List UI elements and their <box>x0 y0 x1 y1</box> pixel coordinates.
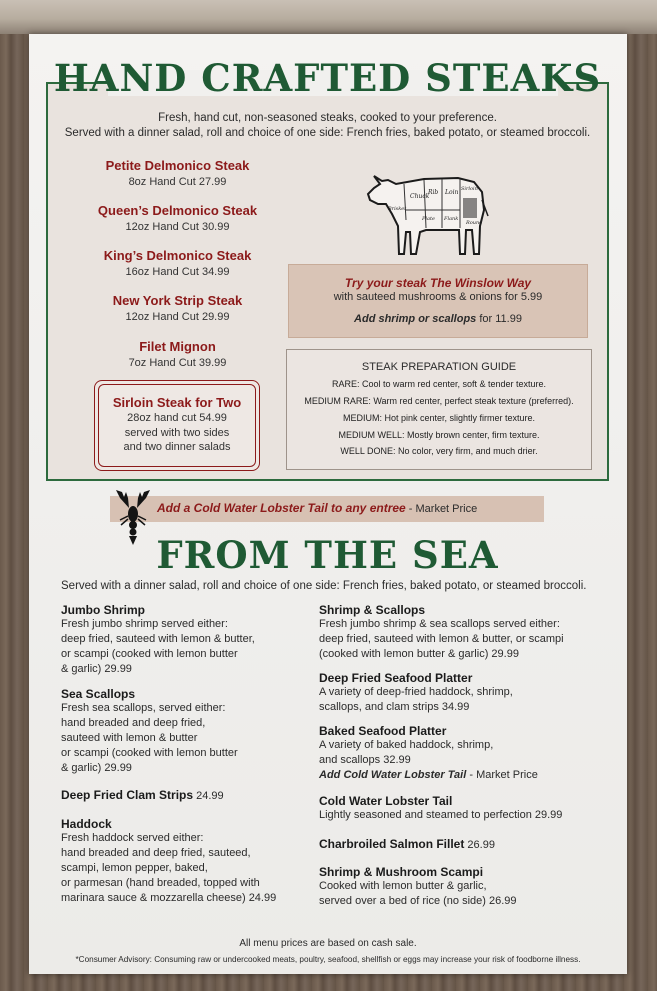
steak-item-name: Filet Mignon <box>139 339 216 354</box>
steaks-intro-line1: Fresh, hand cut, non-seasoned steaks, cooked to your preference. <box>158 112 497 124</box>
sea-item-price: 24.99 <box>193 790 224 802</box>
prep-guide-line: WELL DONE: No color, very firm, and much drier. <box>340 446 538 456</box>
sea-item-price: 26.99 <box>464 839 495 851</box>
sea-item-line: Fresh sea scallops, served either: <box>61 702 226 714</box>
sea-item <box>61 786 311 804</box>
winslow-add-bold: Add shrimp or scallops <box>354 313 477 325</box>
sea-item-line: and scallops 32.99 <box>319 754 411 766</box>
sea-item-line: (cooked with lemon butter & garlic) 29.99 <box>319 648 519 660</box>
sea-item-line: & garlic) 29.99 <box>61 762 132 774</box>
cow-label: Loin <box>445 189 459 196</box>
sea-item-line: served over a bed of rice (no side) 26.99 <box>319 895 517 907</box>
sea-item-extra-bold: Add Cold Water Lobster Tail <box>319 769 467 781</box>
winslow-add-price: for 11.99 <box>476 313 522 325</box>
sea-item-name: Baked Seafood Platter <box>319 724 447 738</box>
steak-item-desc: 12oz Hand Cut 30.99 <box>125 221 230 233</box>
sea-item-line: hand breaded and deep fried, <box>61 717 206 729</box>
sea-item <box>319 835 609 853</box>
cow-cuts-illustration <box>366 170 490 260</box>
consumer-advisory: *Consumer Advisory: Consuming raw or undercooked meats, poultry, seafood, shellfish or eggs may increase your risk of foodborne illness. <box>75 955 581 964</box>
sea-item-extra <box>319 768 609 783</box>
steak-item-desc: 12oz Hand Cut 29.99 <box>125 311 230 323</box>
steak-item-desc: 8oz Hand Cut 27.99 <box>128 176 227 188</box>
sea-item <box>61 817 311 906</box>
sea-item-name: Jumbo Shrimp <box>61 603 146 617</box>
sea-item-name: Cold Water Lobster Tail <box>319 794 453 808</box>
sea-item-line: sauteed with lemon & butter <box>61 732 198 744</box>
sea-item-line: Cooked with lemon butter & garlic, <box>319 880 487 892</box>
steak-item-name: King’s Delmonico Steak <box>103 248 252 263</box>
cow-label: Sirloin <box>461 186 478 192</box>
sea-right-column <box>319 603 609 909</box>
sea-item-line: & garlic) 29.99 <box>61 663 132 675</box>
prep-guide-line: MEDIUM RARE: Warm red center, perfect steak texture (preferred). <box>304 396 574 406</box>
winslow-headline: Try your steak The Winslow Way <box>344 276 532 290</box>
sea-item-line: scallops, and clam strips 34.99 <box>319 701 470 713</box>
sea-item-extra-suffix: - Market Price <box>466 769 538 781</box>
steaks-title: HAND CRAFTED STEAKS <box>53 56 602 100</box>
cow-label: Chuck <box>410 193 430 200</box>
prep-guide-line: MEDIUM WELL: Mostly brown center, firm texture. <box>338 430 540 440</box>
lobster-banner-bold: Add a Cold Water Lobster Tail to any entree <box>157 501 406 515</box>
sea-item-line: A variety of baked haddock, shrimp, <box>319 739 494 751</box>
sea-item-line: deep fried, sauteed with lemon & butter, or scampi <box>319 633 564 645</box>
sea-item-name: Sea Scallops <box>61 687 136 701</box>
cow-label: Flank <box>444 216 459 222</box>
sea-item-line: or parmesan (hand breaded, topped with <box>61 877 260 889</box>
sea-item-line: Fresh jumbo shrimp & sea scallops served either: <box>319 618 560 630</box>
sea-item-line: or scampi (cooked with lemon butter <box>61 648 238 660</box>
sea-item <box>319 794 609 823</box>
sea-item <box>61 687 311 776</box>
steaks-intro-line2: Served with a dinner salad, roll and choice of one side: French fries, baked potato, or steamed broccoli. <box>64 127 591 139</box>
sea-item-name: Shrimp & Mushroom Scampi <box>319 865 484 879</box>
sea-item-line: hand breaded and deep fried, sauteed, <box>61 847 251 859</box>
sea-intro: Served with a dinner salad, roll and choice of one side: French fries, baked potato, or steamed broccoli. <box>61 580 587 592</box>
cow-label: Round <box>466 220 483 226</box>
steak-for-two-line: 28oz hand cut 54.99 <box>127 412 227 424</box>
cash-note: All menu prices are based on cash sale. <box>239 938 417 949</box>
prep-guide-line: MEDIUM: Hot pink center, slightly firmer texture. <box>342 413 536 423</box>
sea-item <box>319 865 609 909</box>
top-wood-strip <box>0 0 657 34</box>
sea-item-line: Fresh jumbo shrimp served either: <box>61 618 228 630</box>
cow-label: Rib <box>428 189 439 196</box>
sea-item-line: marinara sauce & mozzarella cheese) 24.99 <box>61 892 277 904</box>
sea-item <box>61 603 311 677</box>
sea-title: FROM THE SEA <box>156 533 499 577</box>
steak-for-two-line: served with two sides <box>124 427 230 439</box>
steak-item-name: New York Strip Steak <box>112 293 243 308</box>
prep-guide-title: STEAK PREPARATION GUIDE <box>361 361 517 373</box>
prep-guide-line: RARE: Cool to warm red center, soft & tender texture. <box>331 379 547 389</box>
steak-for-two-name: Sirloin Steak for Two <box>112 395 242 410</box>
lobster-banner-text <box>157 501 477 515</box>
steak-item-desc: 16oz Hand Cut 34.99 <box>125 266 230 278</box>
sea-item-name: Shrimp & Scallops <box>319 603 426 617</box>
steak-item-name: Petite Delmonico Steak <box>105 158 250 173</box>
winslow-add-line <box>288 313 588 325</box>
winslow-line: with sauteed mushrooms & onions for 5.99 <box>333 291 543 303</box>
sea-item-name: Deep Fried Clam Strips <box>61 788 194 802</box>
steak-for-two-line: and two dinner salads <box>123 441 231 453</box>
steak-item-name: Queen’s Delmonico Steak <box>97 203 258 218</box>
cow-label: Brisket <box>388 206 407 212</box>
sea-item <box>319 671 609 715</box>
sea-item <box>319 724 609 783</box>
lobster-banner-suffix: - Market Price <box>405 503 478 515</box>
sea-item-line: Fresh haddock served either: <box>61 832 204 844</box>
sea-item-name: Haddock <box>61 817 112 831</box>
sea-item-name: Deep Fried Seafood Platter <box>319 671 473 685</box>
sea-item <box>319 603 609 662</box>
steak-item-desc: 7oz Hand Cut 39.99 <box>128 357 227 369</box>
sea-item-line: Lightly seasoned and steamed to perfection 29.99 <box>319 809 563 821</box>
sea-left-column <box>61 603 311 906</box>
sea-item-line: deep fried, sauteed with lemon & butter, <box>61 633 255 645</box>
sea-item-line: A variety of deep-fried haddock, shrimp, <box>319 686 513 698</box>
sea-item-name: Charbroiled Salmon Fillet <box>319 837 465 851</box>
sea-item-line: scampi, lemon pepper, baked, <box>61 862 208 874</box>
sea-item-line: or scampi (cooked with lemon butter <box>61 747 238 759</box>
cow-label: Plate <box>422 216 435 222</box>
